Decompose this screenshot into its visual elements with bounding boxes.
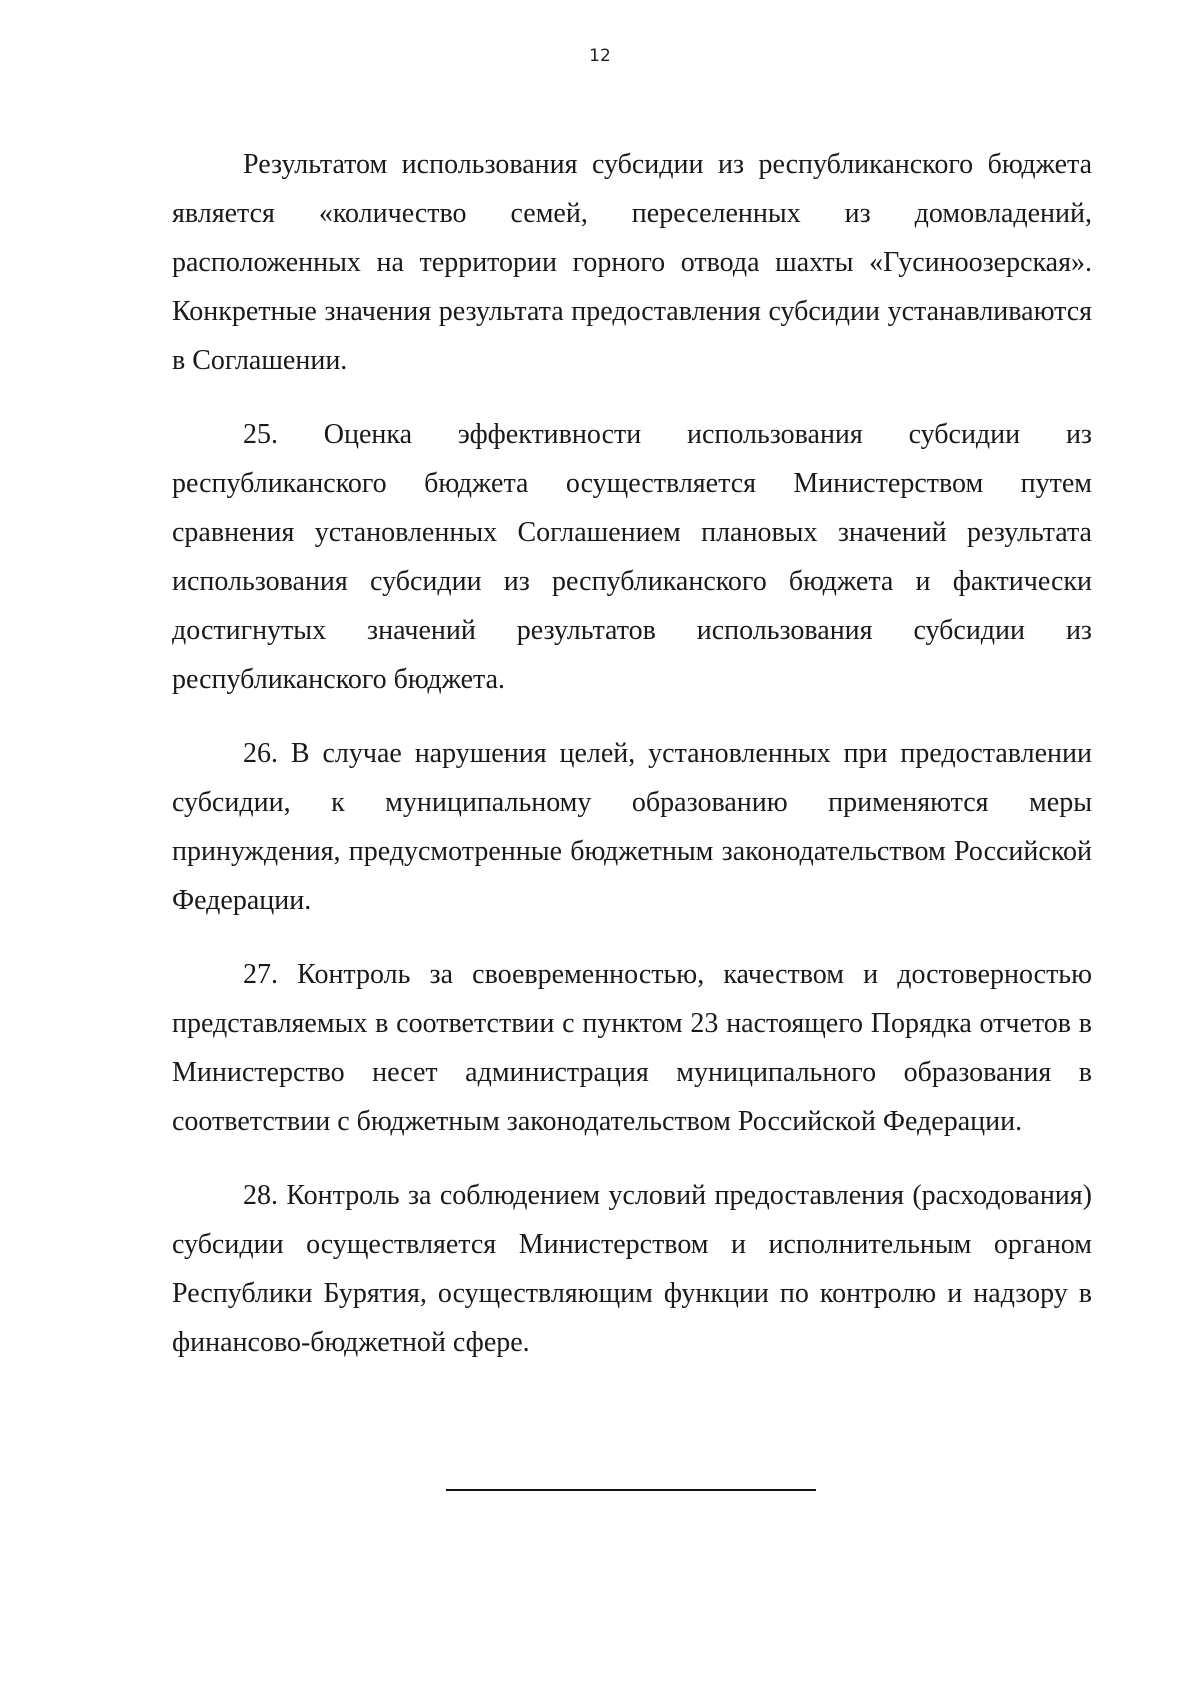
paragraph-result: Результатом использования субсидии из республиканского бюджета является «количество семей, переселенных из домовладений, расположенных на территории горного отвода шахты «Гусиноозерская». Конкретные значения результата предоставления субсидии устанавливаются в Соглашении. (172, 149, 1092, 376)
paragraph-27: 27. Контроль за своевременностью, качеством и достоверностью представляемых в соответствии с пунктом 23 настоящего Порядка отчетов в Министерство несет администрация муниципального образования в соответствии с бюджетным законодательством Российской Федерации. (172, 959, 1092, 1137)
end-divider-line (446, 1489, 816, 1491)
document-body (172, 140, 1092, 1392)
paragraph-25: 25. Оценка эффективности использования субсидии из республиканского бюджета осуществляется Министерством путем сравнения установленных Соглашением плановых значений результата использования субсидии из республиканского бюджета и фактически достигнутых значений результатов использования субсидии из республиканского бюджета. (172, 419, 1092, 695)
paragraph-26: 26. В случае нарушения целей, установленных при предоставлении субсидии, к муниципальному образованию применяются меры принуждения, предусмотренные бюджетным законодательством Российской Федерации. (172, 738, 1092, 916)
paragraph-28: 28. Контроль за соблюдением условий предоставления (расходования) субсидии осуществляется Министерством и исполнительным органом Республики Бурятия, осуществляющим функции по контролю и надзору в финансово-бюджетной сфере. (172, 1180, 1092, 1358)
page-number: 12 (589, 46, 611, 66)
